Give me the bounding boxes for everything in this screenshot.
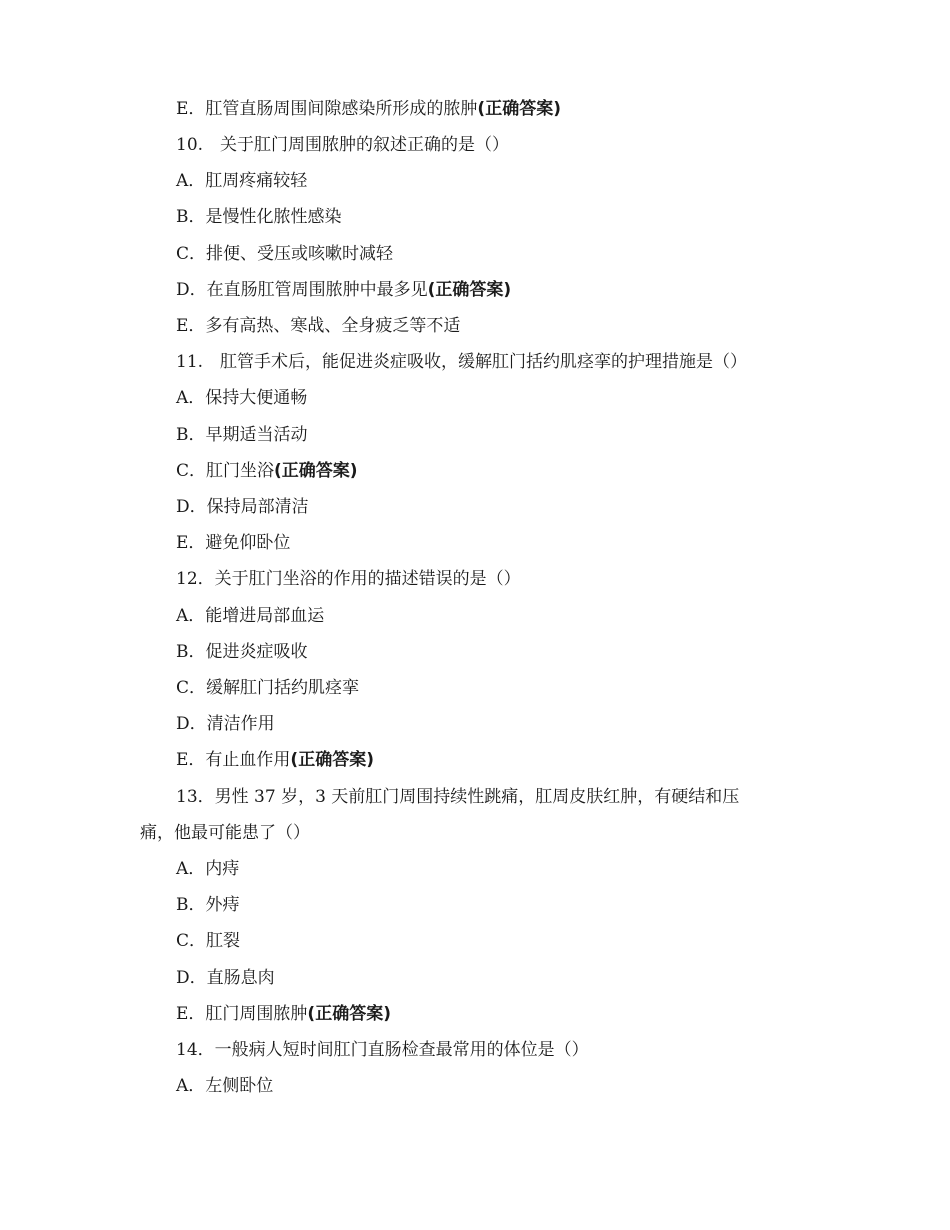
option-line: E．肛管直肠周围间隙感染所形成的脓肿(正确答案)	[176, 99, 561, 119]
option-line: C．肛门坐浴(正确答案)	[176, 461, 358, 481]
question-line: 12．关于肛门坐浴的作用的描述错误的是（）	[176, 569, 521, 589]
option-line: B．外痔	[176, 895, 240, 915]
option-line: C．肛裂	[176, 931, 241, 951]
correct-answer-mark: (正确答案)	[307, 1004, 391, 1024]
correct-answer-mark: (正确答案)	[427, 280, 512, 300]
option-line: E．有止血作用(正确答案)	[176, 750, 374, 770]
option-line: D．保持局部清洁	[176, 497, 309, 517]
question-line: 14．一般病人短时间肛门直肠检查最常用的体位是（）	[176, 1040, 589, 1060]
question-line: 11. 肛管手术后，能促进炎症吸收，缓解肛门括约肌痉挛的护理措施是（）	[176, 352, 748, 372]
correct-answer-mark: (正确答案)	[477, 99, 561, 119]
correct-answer-mark: (正确答案)	[290, 750, 374, 770]
option-line: A．肛周疼痛较轻	[176, 171, 308, 191]
option-line: E．避免仰卧位	[176, 533, 291, 553]
option-line: E．肛门周围脓肿(正确答案)	[176, 1004, 391, 1024]
correct-answer-mark: (正确答案)	[274, 461, 358, 481]
option-line: B．促进炎症吸收	[176, 642, 308, 662]
option-line: D．直肠息肉	[176, 968, 275, 988]
question-line: 13．男性 37 岁，3 天前肛门周围持续性跳痛，肛周皮肤红肿，有硬结和压	[176, 787, 740, 807]
option-line: A．保持大便通畅	[176, 388, 308, 408]
option-line: C．排便、受压或咳嗽时减轻	[176, 244, 394, 264]
option-line: E．多有高热、寒战、全身疲乏等不适	[176, 316, 461, 336]
option-line: A．左侧卧位	[176, 1076, 274, 1096]
option-line: C．缓解肛门括约肌痉挛	[176, 678, 360, 698]
question-line-continued: 痛，他最可能患了（）	[140, 823, 310, 843]
option-line: B．早期适当活动	[176, 425, 308, 445]
option-line: D．清洁作用	[176, 714, 275, 734]
option-line: B．是慢性化脓性感染	[176, 207, 342, 227]
question-line: 10. 关于肛门周围脓肿的叙述正确的是（）	[176, 135, 510, 155]
option-line: D．在直肠肛管周围脓肿中最多见(正确答案)	[176, 280, 512, 300]
option-line: A．内痔	[176, 859, 240, 879]
option-line: A．能增进局部血运	[176, 606, 325, 626]
